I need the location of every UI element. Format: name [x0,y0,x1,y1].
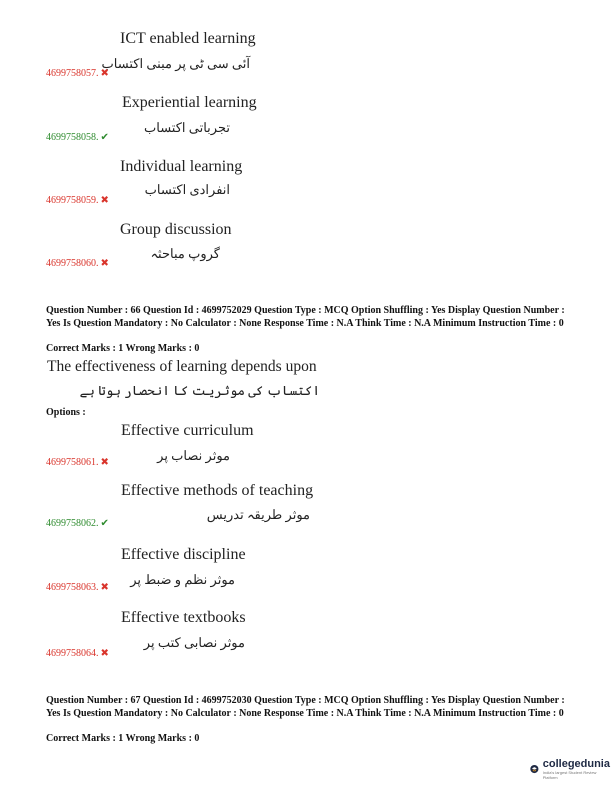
option-text-ur: انفرادی اکتساب [144,182,230,197]
options-label: Options : [46,407,86,418]
question-66-marks: Correct Marks : 1 Wrong Marks : 0 [46,343,200,354]
cross-icon: ✖ [100,457,109,468]
question-67-marks: Correct Marks : 1 Wrong Marks : 0 [46,733,200,744]
option-id: 4699758063. ✖ [46,582,109,593]
cross-icon: ✖ [100,582,109,593]
option-text-ur: گروپ مباحثہ [150,246,220,261]
option-text-ur: موثر نظم و ضبط پر [130,572,235,587]
cross-icon: ✖ [100,195,109,206]
option-text-en: ICT enabled learning [120,30,256,47]
question-66-text-en: The effectiveness of learning depends upon [47,358,317,375]
option-text-en: Group discussion [120,221,232,238]
option-text-ur: موثر نصابی کتب پر [143,635,245,650]
option-text-en: Individual learning [120,158,243,175]
option-text-ur: تجرباتی اکتساب [144,120,230,135]
cross-icon: ✖ [100,68,109,79]
option-text-ur: موثر طریقہ تدریس [206,507,310,522]
brand-name: collegedunia [542,758,610,770]
option-text-ur: موثر نصاب پر [157,448,230,463]
option-id: 4699758061. ✖ [46,457,109,468]
option-id: 4699758060. ✖ [46,258,109,269]
option-text-en: Effective discipline [121,546,246,563]
cross-icon: ✖ [100,258,109,269]
question-67-meta: Question Number : 67 Question Id : 4699752030 Question Type : MCQ Option Shuffling : Yes Display Question Number : Yes Is Question Mandatory : No Calculator : None Response Time : N.A Think Time : N.A Minimum Instruction Time : 0 [46,695,565,719]
brand-tagline: India's largest Student Review Platform [542,770,597,780]
option-id: 4699758064. ✖ [46,648,109,659]
option-text-en: Effective curriculum [121,422,254,439]
question-66-text-ur: اکتساب کی موثریت کا انحصار ہوتا ہے [79,383,320,398]
option-text-en: Experiential learning [122,94,257,111]
option-id: 4699758059. ✖ [46,195,109,206]
option-id: 4699758058. ✔ [46,132,109,143]
option-id: 4699758057. ✖ [46,68,109,79]
check-icon: ✔ [100,132,109,143]
check-icon: ✔ [100,518,109,529]
option-text-en: Effective methods of teaching [121,482,314,499]
option-text-en: Effective textbooks [121,609,246,626]
collegedunia-logo-icon [530,762,539,776]
option-text-ur: آئی سی ٹی پر مبنی اکتساب [101,56,250,71]
brand-logo [530,758,610,780]
question-66-meta: Question Number : 66 Question Id : 4699752029 Question Type : MCQ Option Shuffling : Yes Display Question Number : Yes Is Question Mandatory : No Calculator : None Response Time : N.A Think Time : N.A Minimum Instruction Time : 0 [46,305,565,329]
cross-icon: ✖ [100,648,109,659]
option-id: 4699758062. ✔ [46,518,109,529]
